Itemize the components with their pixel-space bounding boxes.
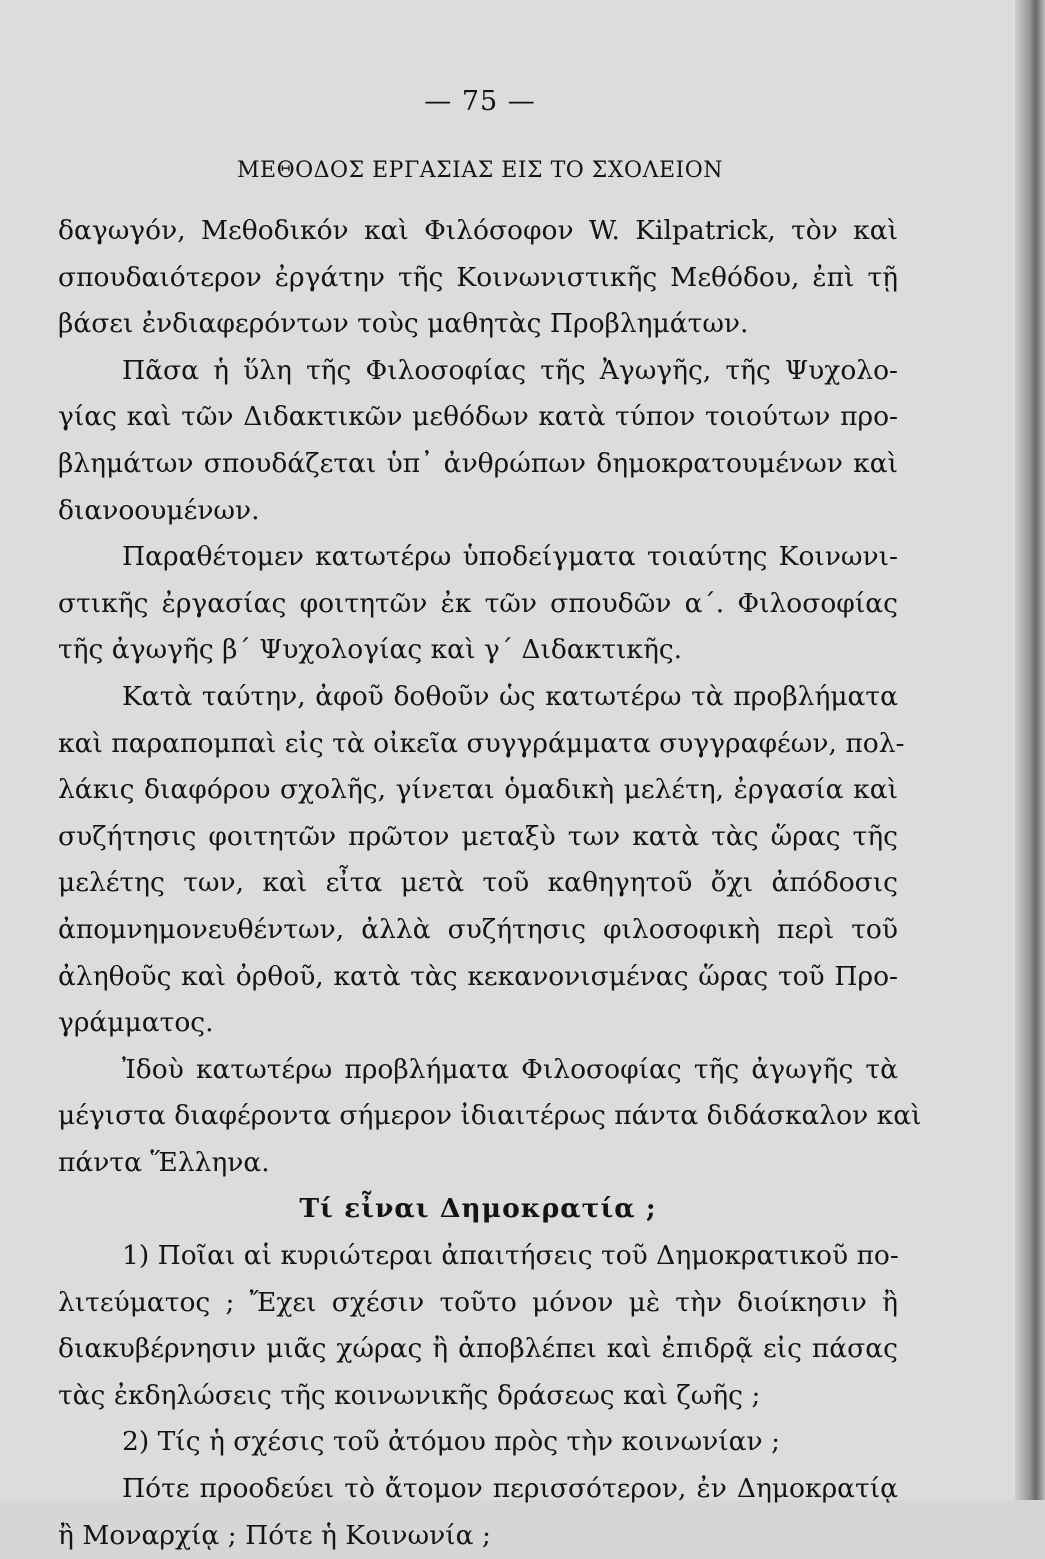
text-line: λάκις διαφόρου σχολῆς, γίνεται ὁμαδικὴ μελέτη, ἐργασία καὶ (58, 774, 898, 806)
text-line: πάντα Ἕλληνα. (58, 1146, 270, 1178)
question-line: Πότε προοδεύει τὸ ἄτομον περισσότερον, ἐν Δημοκρατίᾳ (122, 1473, 898, 1505)
page-number: — 75 — (424, 86, 536, 117)
text-line: στικῆς ἐργασίας φοιτητῶν ἐκ τῶν σπουδῶν α΄. Φιλοσοφίας (58, 587, 898, 619)
text-line: διανοουμένων. (58, 494, 260, 526)
text-line: μέγιστα διαφέροντα σήμερον ἰδιαιτέρως πάντα διδάσκαλον καὶ (58, 1100, 922, 1132)
text-line: γράμματος. (58, 1007, 214, 1039)
page-edge-shadow (1015, 0, 1045, 1500)
question-line: ἢ Μοναρχίᾳ ; Πότε ἡ Κοινωνία ; (58, 1519, 491, 1551)
question-line: λιτεύματος ; Ἔχει σχέσιν τοῦτο μόνον μὲ τὴν διοίκησιν ἢ (58, 1286, 898, 1318)
text-line: τῆς ἀγωγῆς β΄ Ψυχολογίας καὶ γ΄ Διδακτικῆς. (58, 634, 683, 666)
text-line: καὶ παραπομπαὶ εἰς τὰ οἰκεῖα συγγράμματα συγγραφέων, πολ- (58, 727, 905, 759)
question-line: 1) Ποῖαι αἱ κυριώτεραι ἀπαιτήσεις τοῦ Δημοκρατικοῦ πο- (122, 1240, 899, 1272)
question-line: 2) Τίς ἡ σχέσις τοῦ ἀτόμου πρὸς τὴν κοινωνίαν ; (122, 1426, 781, 1458)
text-line: συζήτησις φοιτητῶν πρῶτον μεταξὺ των κατὰ τὰς ὥρας τῆς (58, 820, 898, 852)
question-line: διακυβέρνησιν μιᾶς χώρας ἢ ἀποβλέπει καὶ ἐπιδρᾷ εἰς πάσας (58, 1333, 898, 1365)
text-line: γίας καὶ τῶν Διδακτικῶν μεθόδων κατὰ τύπον τοιούτων προ- (58, 401, 898, 433)
text-line: Πᾶσα ἡ ὕλη τῆς Φιλοσοφίας τῆς Ἀγωγῆς, τῆς Ψυχολο- (122, 354, 898, 386)
section-heading: Τί εἶναι Δημοκρατία ; (299, 1193, 657, 1225)
text-line: σπουδαιότερον ἐργάτην τῆς Κοινωνιστικῆς Μεθόδου, ἐπὶ τῇ (58, 261, 898, 293)
text-line: βλημάτων σπουδάζεται ὑπ᾿ ἀνθρώπων δημοκρατουμένων καὶ (58, 447, 898, 479)
running-head: ΜΕΘΟΔΟΣ ΕΡΓΑΣΙΑΣ ΕΙΣ ΤΟ ΣΧΟΛΕΙΟΝ (236, 158, 723, 183)
text-line: δαγωγόν, Μεθοδικόν καὶ Φιλόσοφον W. Kilpatrick, τὸν καὶ (58, 215, 898, 246)
text-line: ἀπομνημονευθέντων, ἀλλὰ συζήτησις φιλοσοφικὴ περὶ τοῦ (58, 913, 898, 945)
body-text (58, 208, 922, 1559)
text-line: βάσει ἐνδιαφερόντων τοὺς μαθητὰς Προβλημάτων. (58, 308, 749, 340)
text-line: μελέτης των, καὶ εἶτα μετὰ τοῦ καθηγητοῦ ὄχι ἀπόδοσις (58, 867, 898, 899)
text-line: Ἰδοὺ κατωτέρω προβλήματα Φιλοσοφίας τῆς ἀγωγῆς τὰ (122, 1053, 898, 1085)
text-line: ἀληθοῦς καὶ ὀρθοῦ, κατὰ τὰς κεκανονισμένας ὥρας τοῦ Προ- (58, 960, 898, 992)
question-line: τὰς ἐκδηλώσεις τῆς κοινωνικῆς δράσεως καὶ ζωῆς ; (58, 1379, 761, 1411)
text-line: Κατὰ ταύτην, ἀφοῦ δοθοῦν ὡς κατωτέρω τὰ προβλήματα (122, 680, 898, 712)
text-line: Παραθέτομεν κατωτέρω ὑποδείγματα τοιαύτης Κοινωνι- (122, 541, 898, 573)
